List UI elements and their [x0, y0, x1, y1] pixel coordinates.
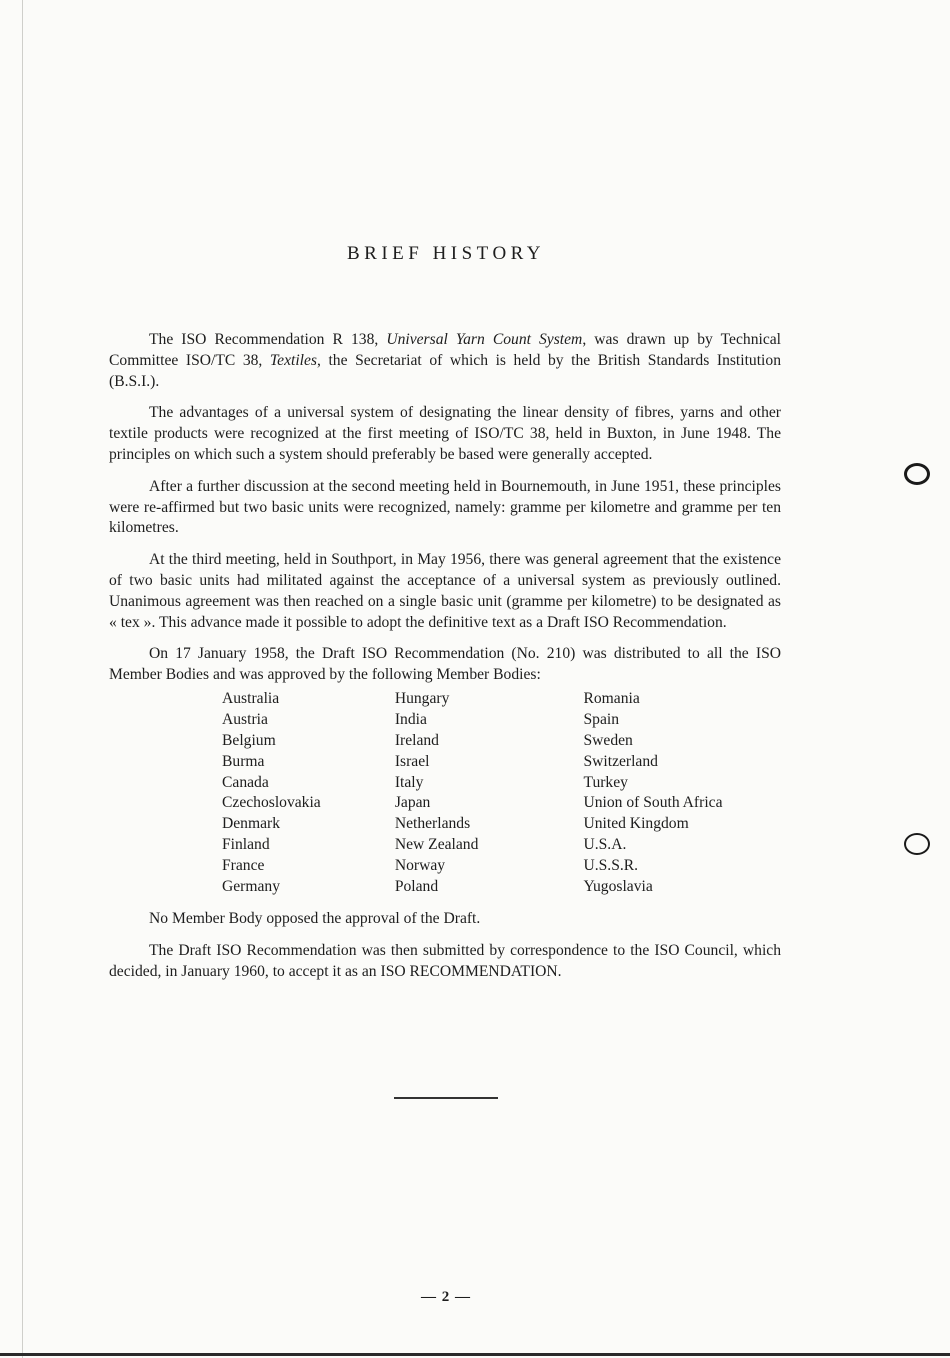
country: United Kingdom: [583, 815, 689, 833]
country: India: [394, 710, 427, 728]
member-bodies-column-3: [583, 689, 781, 898]
document-body: [109, 330, 781, 993]
paragraph-1-italic-committee: Textiles: [269, 351, 317, 369]
closing-paragraph-2: The Draft ISO Recommendation was then submitted by correspondence to the ISO Council, which decided, in January 1960, to accept it as an ISO RECOMMENDATION.: [109, 941, 781, 980]
country: Germany: [222, 878, 281, 896]
country: Israel: [394, 752, 430, 770]
paragraph-1-italic-title: Universal Yarn Count System: [386, 331, 583, 348]
country: Sweden: [583, 731, 633, 749]
paragraph-1: [109, 330, 781, 392]
country: Spain: [583, 710, 619, 728]
country: U.S.A.: [583, 836, 627, 854]
member-bodies-column-2: [395, 689, 584, 898]
page-edge-bottom: [0, 1353, 950, 1356]
country: Turkey: [583, 773, 628, 791]
country: U.S.S.R.: [583, 857, 639, 875]
country: Italy: [394, 773, 424, 791]
country: Burma: [222, 752, 265, 770]
country: Belgium: [222, 731, 276, 749]
page-edge-left: [22, 0, 23, 1358]
paragraph-1-middle: , was drawn up by Technical Committee ISO/TC 38,: [109, 331, 781, 369]
country: Switzerland: [583, 752, 658, 770]
paragraph-1-after: , the Secretariat of which is held by the British Standards Institution (B.S.I.).: [109, 351, 781, 390]
country: Finland: [222, 836, 270, 854]
country: Poland: [394, 878, 439, 896]
country: New Zealand: [394, 836, 479, 854]
country: Yugoslavia: [583, 878, 653, 896]
country: Norway: [394, 857, 446, 875]
member-bodies-column-1: [222, 689, 395, 898]
country: Union of South Africa: [583, 794, 723, 812]
punch-hole-icon: [904, 833, 930, 855]
country: Netherlands: [394, 815, 471, 833]
closing-paragraph-1: No Member Body opposed the approval of the Draft.: [149, 910, 481, 928]
country: Australia: [222, 689, 280, 707]
country: Denmark: [222, 815, 281, 833]
country: Czechoslovakia: [222, 794, 321, 812]
country: Canada: [222, 773, 269, 791]
paragraph-1-before: The ISO Recommendation R 138,: [149, 331, 387, 348]
paragraph-2: The advantages of a universal system of designating the linear density of fibres, yarns and other textile products were recognized at the first meeting of ISO/TC 38, held in Buxton, in June 1948. The principles on which such a system should preferably be based were generally accepted.: [109, 404, 781, 463]
paragraph-4: At the third meeting, held in Southport, in May 1956, there was general agreement that the existence of two basic units had militated against the acceptance of a universal system as previously outlined. Unanimous agreement was then reached on a single basic unit (gramme per kilometre) to be designated as « tex ». This advance made it possible to adopt the definitive text as a Draft ISO Recommendation.: [109, 551, 781, 631]
section-divider: [394, 1097, 498, 1099]
country: Austria: [222, 710, 268, 728]
paragraph-3: After a further discussion at the second meeting held in Bournemouth, in June 1951, these principles were re-affirmed but two basic units were recognized, namely: gramme per kilometre and gramme per ten kilometres.: [109, 477, 781, 537]
page-title: BRIEF HISTORY: [346, 243, 546, 264]
paragraph-5: On 17 January 1958, the Draft ISO Recommendation (No. 210) was distributed to all the ISO Member Bodies and was approved by the following Member Bodies:: [109, 645, 781, 684]
country: Hungary: [394, 689, 450, 707]
country: Romania: [583, 689, 640, 707]
country: Japan: [394, 794, 431, 812]
punch-hole-icon: [904, 463, 930, 485]
country: Ireland: [394, 731, 439, 749]
country: France: [222, 857, 265, 875]
page-number: — 2 —: [421, 1289, 471, 1305]
member-bodies-list: [222, 689, 781, 898]
